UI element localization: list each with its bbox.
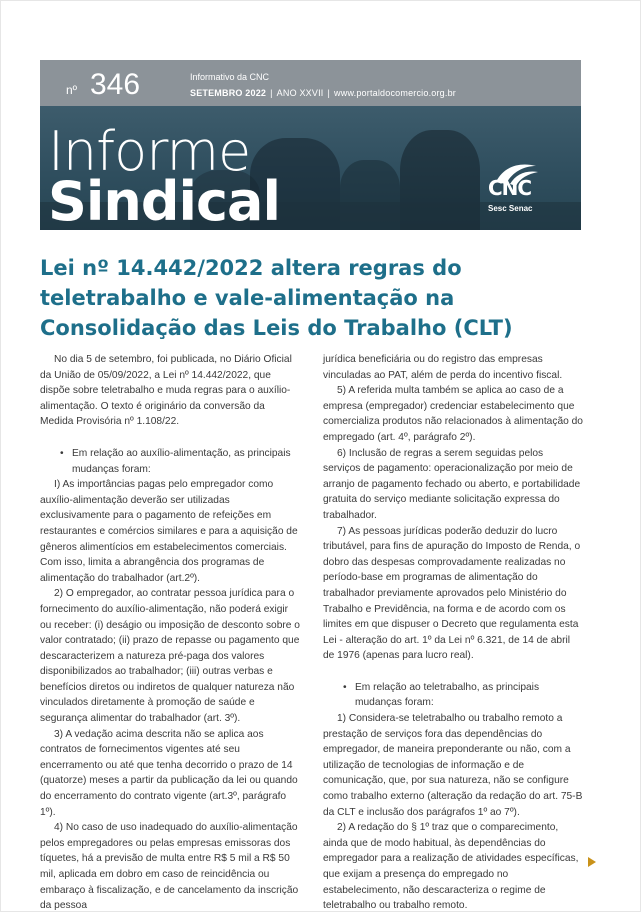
logo-subtext: Sesc Senac — [488, 204, 533, 213]
article-headline: Lei nº 14.442/2022 altera regras do teletrabalho e vale-alimentação na Consolidação das Leis do Trabalho (CLT) — [40, 256, 513, 340]
right-column — [323, 352, 583, 912]
bullet-item — [40, 446, 300, 477]
paragraph: 6) Inclusão de regras a serem seguidas pelos serviços de pagamento: operacionalização por meio de arranjo de pagamento fechado ou aberto, e portabilidade gratuita do serviço mediante solicitação expressa do trabalhador. — [323, 447, 581, 521]
issue-label: nº — [66, 83, 78, 97]
publication-name: Informativo da CNC — [190, 72, 270, 82]
paragraph: 4) No caso de uso inadequado do auxílio-alimentação pelos empregadores ou pelas empresas emissoras dos tíquetes, há a previsão de multa entre R$ 5 mil a R$ 50 mil, aplicada em dobro em caso de reincidência ou embaraço à fiscalização, e de cancelamento da inscrição da pessoa — [40, 822, 299, 912]
paragraph-continued: jurídica beneficiária ou do registro das empresas vinculadas ao PAT, além de perda do incentivo fiscal. — [323, 354, 563, 381]
bullet-icon: • — [60, 447, 64, 459]
website-link[interactable]: www.portaldocomercio.org.br — [334, 88, 456, 98]
bullet-text: Em relação ao teletrabalho, as principais mudanças foram: — [355, 681, 540, 709]
bullet-item — [323, 680, 583, 711]
paragraph: 2) A redação do § 1º traz que o comparecimento, ainda que de modo habitual, às dependências do empregador para a realização de atividades específicas, que exijam a presença do empregado no estabelecimento, não descaracteriza o regime de teletrabalho ou trabalho remoto. — [323, 822, 579, 912]
next-page-arrow-icon[interactable] — [588, 857, 596, 867]
bullet-text: Em relação ao auxílio-alimentação, as principais mudanças foram: — [72, 447, 291, 475]
cnc-logo — [486, 160, 546, 216]
paragraph: 3) A vedação acima descrita não se aplica aos contratos de fornecimentos vigentes até seu encerramento ou até que tenha decorrido o prazo de 14 (quatorze) meses a partir da publicação da lei ou quando do encerramento do contrato vigente (art.3º, parágrafo 1º). — [40, 728, 298, 818]
bullet-icon: • — [343, 681, 347, 693]
paragraph: 5) A referida multa também se aplica ao caso de a empresa (empregador) credenciar estabelecimento que comercializa produtos não relacionados à alimentação do empregado (art. 4º, parágrafo 2º). — [323, 385, 583, 443]
paragraph: I) As importâncias pagas pelo empregador como auxílio-alimentação deverão ser utilizadas exclusivamente para o pagamento de refeições em restaurantes e comércios similares e para a aquisição de gêneros alimentícios em estabelecimentos comerciais. Com isso, limita a abrangência dos programas de alimentação do trabalhador (art.2º). — [40, 479, 298, 584]
issue-number: 346 — [90, 68, 141, 101]
masthead-title-informe: Informe — [48, 120, 251, 183]
intro-paragraph: No dia 5 de setembro, foi publicada, no Diário Oficial da União de 05/09/2022, a Lei nº 14.442/2022, que dispõe sobre teletrabalho e muda regras para o auxílio-alimentação. O texto é originário da conversão da Medida Provisória nº 1.108/22. — [40, 354, 292, 428]
publication-meta: SETEMBRO 2022 | ANO XXVII | www.portaldocomercio.org.br — [190, 88, 456, 98]
issue-month: SETEMBRO 2022 — [190, 88, 267, 98]
paragraph: 7) As pessoas jurídicas poderão deduzir do lucro tributável, para fins de apuração do Imposto de Renda, o dobro das despesas comprovadamente realizadas no período-base em programas de alimentação do trabalhador previamente aprovados pelo Ministério do Trabalho e Previdência, na forma e de acordo com os limites em que dispuser o Decreto que regulamenta esta Lei - alteração do art. 1º da Lei nº 6.321, de 14 de abril de 1976 (apenas para lucro real). — [323, 525, 581, 662]
masthead-strip — [40, 60, 581, 106]
left-column — [40, 352, 300, 912]
issue-year: ANO XXVII — [276, 88, 324, 98]
masthead-title-sindical: Sindical — [48, 170, 280, 230]
masthead — [40, 60, 581, 230]
logo-text: CNC — [488, 176, 532, 200]
paragraph: 1) Considera-se teletrabalho ou trabalho remoto a prestação de serviços fora das dependências do empregador, de maneira preponderante ou não, com a utilização de tecnologias de informação e de comunicação, que, por sua natureza, não se configure como trabalho externo (alteração da redação do art. 75-B da CLT e inclusão dos parágrafos 1º ao 7º). — [323, 713, 583, 818]
paragraph: 2) O empregador, ao contratar pessoa jurídica para o fornecimento do auxílio-alimentação, não poderá exigir ou receber: (i) deságio ou imposição de desconto sobre o valor contratado; (ii) prazo de repasse ou pagamento que descaracterizem a natureza pré-paga dos valores disponibilizados ao trabalhador; (iii) outras verbas e benefícios diretos ou indiretos de qualquer natureza não vinculados diretamente à promoção de saúde e segurança alimentar do trabalhador (art. 3º). — [40, 588, 300, 725]
